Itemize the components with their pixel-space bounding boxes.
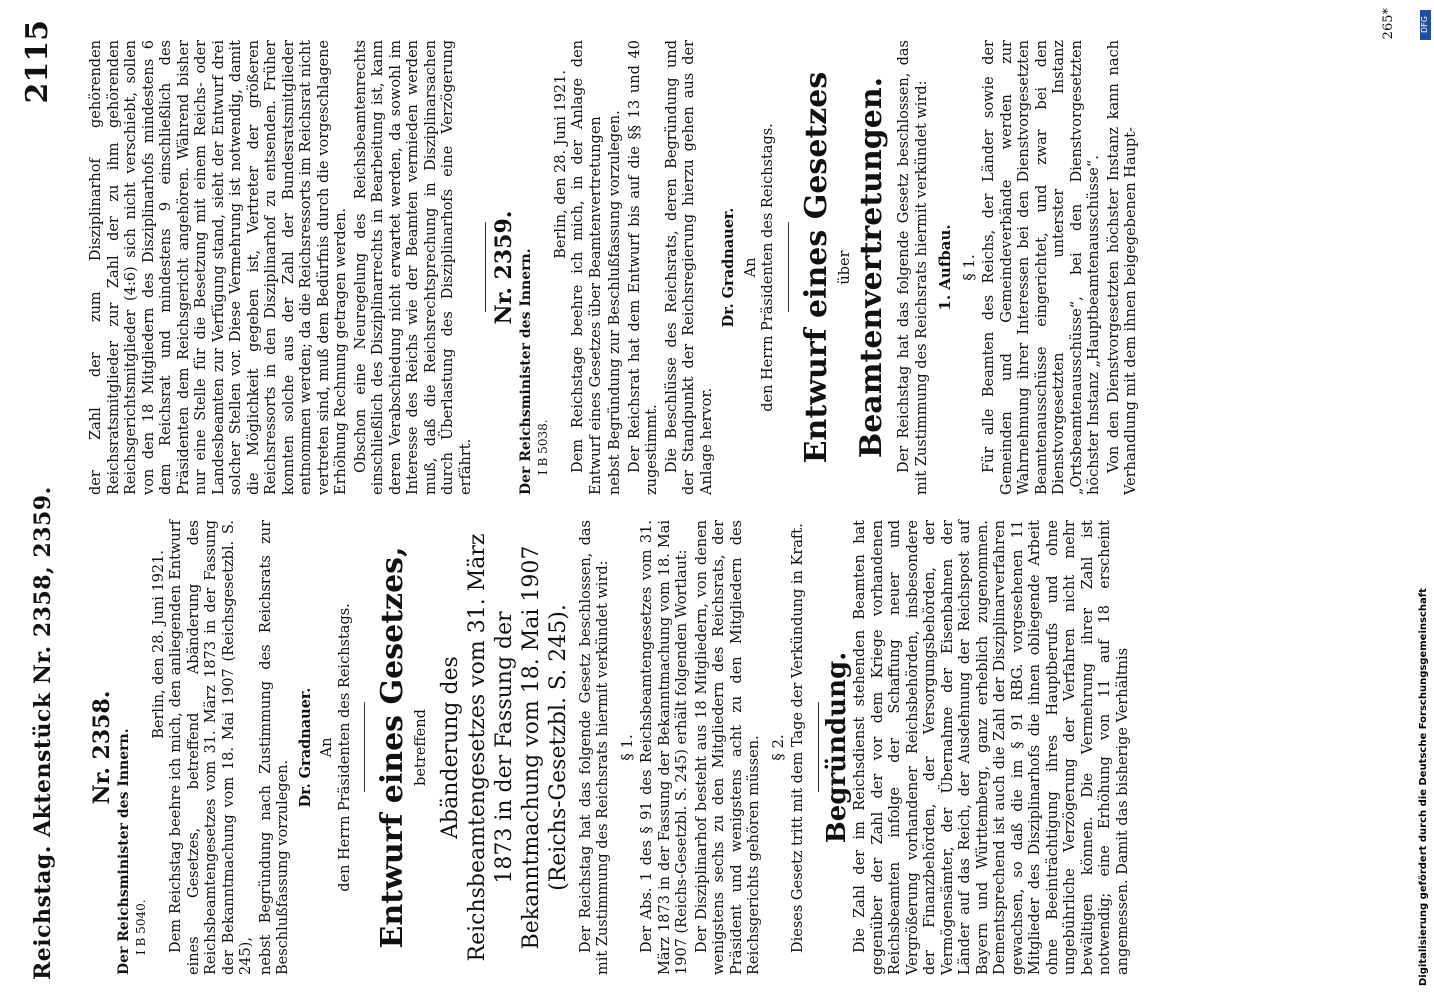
paragraph-2-heading: § 2. [768, 734, 787, 761]
page-number: 2115 [20, 20, 55, 104]
minister-line: Der Reichsminister des Innern. [115, 728, 132, 975]
section-heading: 1. Aufbau. [936, 224, 954, 311]
minister-line: Der Reichsminister des Innern. [517, 248, 534, 495]
cover-letter-cont: nebst Begründung zur Beschlußfassung vorzulegen. [607, 110, 623, 495]
paragraph-1-text-2: Von den Dienstvorgesetzten höchster Instanz kann nach Verhandlung mit dem ihnen beigegebenen Haupt- [1105, 40, 1139, 495]
watermark-text: Digitalisierung gefördert durch die Deutsche Forschungsgemeinschaft [1418, 588, 1429, 986]
paragraph-1-heading: § 1. [959, 254, 978, 281]
reference-code: I B 5040. [134, 899, 148, 955]
bill-title: Entwurf eines Gesetzes [798, 71, 834, 464]
paragraph-1-heading: § 1. [617, 734, 636, 761]
addressee: den Herrn Präsidenten des Reichstags. [336, 603, 353, 892]
bill-ueber: über [836, 250, 853, 285]
begruendung-heading: Begründung. [821, 651, 852, 844]
divider [818, 703, 819, 793]
begruendung-text: Die Zahl der im Reichsdienst stehenden Beamten hat gegenüber der Zahl der vor dem Kriege vorhandenen Reichsbeamten infolge der Schaffung neuer und Vergrößerung vorhandener Reichsbehörden, insbesondere der Finanzbehörden, der Versorgungsbehörden, der Vermögensämter, der Übernahme der Eisenbahnen der Länder auf das Reich, der Ausdehnung der Reichspost auf Bayern und Württemberg, ganz erheblich zugenommen. Dementsprechend ist auch die Zahl der Disziplinarverfahren gewachsen, so daß die im § 91 RBG. vorgesehenen 11 Mitglieder des Disziplinarhofs die ihnen obliegende Arbeit ohne Beeinträchtigung ihres Hauptberufs und ohne ungebührliche Verzögerung der Verfahren nicht mehr bewältigen können. Die Vermehrung ihrer Zahl ist notwendig; eine Erhöhung von 11 auf 18 erscheint angemessen. Damit das bisherige Verhältnis [852, 520, 1131, 975]
addressee: den Herrn Präsidenten des Reichstags. [760, 123, 776, 412]
bill-preamble: Der Reichstag hat das folgende Gesetz beschlossen, das mit Zustimmung des Reichsrats hiermit verkündet wird: [896, 40, 930, 495]
cover-letter-3: Die Beschlüsse des Reichsrats, deren Begründung und der Standpunkt der Reichsregierung hierzu gehen aus der Anlage hervor. [663, 40, 715, 495]
bill-title: Entwurf eines Gesetzes, [375, 546, 410, 949]
divider [364, 703, 365, 793]
addressee-an: An [319, 737, 335, 758]
digitization-watermark [1418, 6, 1432, 994]
doc-number: Nr. 2359. [491, 210, 517, 325]
left-column [88, 520, 1134, 975]
letter-date: Berlin, den 28. Juni 1921. [150, 550, 167, 739]
divider [788, 223, 789, 313]
cover-letter-2: Der Reichsrat hat dem Entwurf bis auf die §§ 13 und 40 zugestimmt. [626, 40, 660, 495]
letter-date: Berlin, den 28. Juni 1921. [552, 70, 569, 259]
header-title: Reichstag. Aktenstück Nr. 2358, 2359. [30, 486, 56, 980]
sheet-number: 265* [1381, 8, 1396, 40]
paragraph-1-quote: Der Disziplinarhof besteht aus 18 Mitgliedern, von denen wenigstens sechs zu den Mitgliedern des Reichsrats, der Präsident und wenigstens acht zu den Mitgliedern des Reichsgerichts gehören müssen. [693, 520, 762, 975]
paragraph-1-text: Der Abs. 1 des § 91 des Reichsbeamtengesetzes vom 31. März 1873 in der Fassung der Bekanntmachung vom 18. Mai 1907 (Reichs-Gesetzbl. S. 245) erhält folgenden Wortlaut: [639, 520, 690, 975]
bill-preamble: Der Reichstag hat das folgende Gesetz beschlossen, das mit Zustimmung des Reichsrats hiermit verkündet wird: [577, 520, 611, 975]
signature: Dr. Gradnauer. [720, 207, 737, 328]
divider [485, 223, 486, 313]
continued-text: der Zahl der zum Disziplinarhof gehörenden Reichsratsmitglieder zur Zahl der zu ihm gehörenden Reichsgerichtsmitglieder (4:6) sich nicht verschiebt, sollen von den 18 Mitgliedern des Disziplinarhofs mindestens 6 dem Reichsrat und mindestens 9 einschließlich des Präsidenten dem Reichsgericht angehören. Während bisher nur eine Stelle für die Besetzung mit einem Reichs- oder Landesbeamten zur Verfügung stand, sieht der Entwurf drei solcher Stellen vor. Diese Vermehrung ist notwendig, damit die Möglichkeit gegeben ist, Vertreter der größeren Reichsressorts in den Disziplinarhof zu entsenden. Früher konnten solche aus der Zahl der Bundesratsmitglieder entnommen werden; da die Reichsressorts im Reichsrat nicht vertreten sind, muß dem Bedürfnis durch die vorgeschlagene Erhöhung Rechnung getragen werden. [88, 40, 349, 495]
signature: Dr. Gradnauer. [296, 687, 314, 808]
cover-letter: Dem Reichstag beehre ich mich, den anliegenden Entwurf eines Gesetzes, betreffend Abänderung des Reichsbeamtengesetzes vom 31. März 1873 in der Fassung der Bekanntmachung vom 18. Mai 1907 (Reichsgesetzbl. S. 245), [168, 520, 254, 975]
reference-code: I B 5038. [536, 419, 550, 475]
dfg-logo: DFG [1420, 10, 1431, 40]
bill-betreffend: betreffend [413, 709, 429, 786]
continued-text-2: Obschon eine Neuregelung des Reichsbeamtenrechts einschließlich des Disziplinarrechts in Bearbeitung ist, kann deren Verabschiedung nicht erwartet werden, da sowohl im Interesse des Reichs wie der Beamten vermieden werden muß, daß die Reichsrechtsprechung in Disziplinarsachen durch Überlastung des Disziplinarhofs eine Verzögerung erfährt. [352, 40, 474, 495]
bill-subtitle: Beamtenvertretungen. [854, 76, 889, 459]
doc-number: Nr. 2358. [89, 690, 115, 805]
cover-letter-cont: nebst Begründung nach Zustimmung des Reichsrats zur Beschlußfassung vorzulegen. [257, 520, 291, 975]
right-column [88, 40, 1143, 495]
addressee-an: An [742, 257, 759, 278]
paragraph-1-text: Für alle Beamten des Reichs, der Länder sowie der Gemeinden und Gemeindeverbände werden zur Wahrnehmung ihrer Interessen bei den Dienstvorgesetzten Beamtenausschüsse eingerichtet, und zwar bei den Dienstvorgesetzten unterster Instanz „Ortsbeamtenausschüsse“, bei den Dienstvorgesetzten höchster Instanz „Hauptbeamtenausschüsse“. [981, 40, 1102, 495]
cover-letter: Dem Reichstage beehre ich mich, in der Anlage den Entwurf eines Gesetzes über Beamtenvertretungen [570, 40, 604, 495]
bill-subtitle: Abänderung des Reichsbeamtengesetzes vom 31. März 1873 in der Fassung der Bekanntmachung vom 18. Mai 1907 (Reichs-Gesetzbl. S. 245). [437, 533, 571, 962]
paragraph-2-text: Dieses Gesetz tritt mit dem Tage der Verkündung in Kraft. [790, 523, 806, 953]
running-header [12, 20, 72, 980]
